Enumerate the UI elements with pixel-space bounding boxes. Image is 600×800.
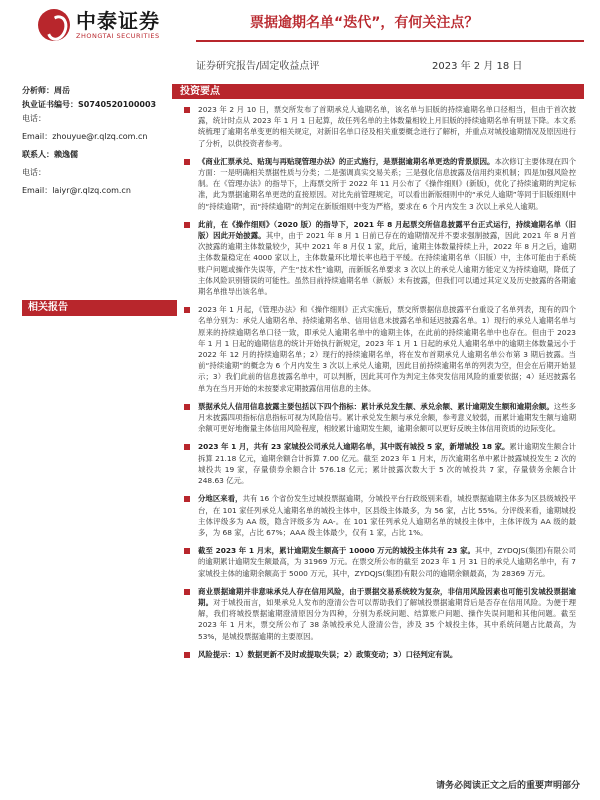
phone-label: 电话： [22,168,46,177]
paragraph: 2023 年 1 月，共有 23 家城投公司承兑人逾期名单，其中既有城投 5 家，新增城投 18 家。累计逾期发生额合计拆算 21.18 亿元，逾期余额合计拆算 7.00 亿元。截至 2023 年 1 月末，历次逾期名单中累计披露城投发生 2 次的城投共 19 家，存量债券余额合计 576.18 亿元；累计披露次数大于 5 次的城投共 7 家，存量债务余额合计 248.63 亿元。 [180,441,576,486]
report-date: 2023 年 2 月 18 日 [432,61,523,72]
paragraph: 《商业汇票承兑、贴现与再贴现管理办法》的正式施行，是票据逾期名单更迭的背景原因。本次修订主要体现在四个方面：一是明确相关票据性质与分类；二是强调真实交易关系；三是强化信息披露及信用约束机制；四是加强风险控制。在《管理办法》的指导下，上海票交所于 2022 年 11 月公布了《操作细则》(新版)，优化了持续逾期的判定标准，此为票据逾期名单更迭的直接原因。对比先前管理规定，可以看出新版细则中的“承兑人逾期”等同于旧版细则中的“持续逾期”，而“持续逾期”的判定在新版细则中变为严格，要求在 6 个月内发生 3 次以上承兑人逾期。 [180,156,576,212]
paragraph: 票据承兑人信用信息披露主要包括以下四个指标：累计承兑发生额、承兑余额、累计逾期发生额和逾期余额。这些多月未披露四项指标信息指标可视为风险信号。累计承兑发生额与承兑余额，参考意义较弱，而累计逾期发生额与逾期余额可更好地衡量主体信用风险程度，相较累计逾期发生额，逾期余额可以更好反映主体信用资质的边际变化。 [180,401,576,435]
paragraph: 截至 2023 年 1 月末，累计逾期发生额高于 10000 万元的城投主体共有 23 家。其中，ZYDQJS(集团)有限公司的逾期累计逾期发生额最高，为 31969 万元。在票交所公布的截至 2023 年 1 月 31 日的承兑人逾期名单中，有 7 家城投主体的逾期余额高于 5000 万元，其中，ZYDQJS(集团)有限公司的逾期余额最高，为 28369 万元。 [180,545,576,579]
analyst-info [22,84,172,198]
title-divider [196,40,584,42]
logo-mark-icon [38,9,70,41]
cert-number: S0740520100003 [78,100,157,109]
key-points [180,104,576,667]
logo-name-en: ZHONGTAI SECURITIES [76,31,160,40]
paragraph: 商业票据逾期并非意味承兑人存在信用风险，由于票据交易系统较为复杂，非信用风险因素也可能引发城投票据逾期。对于城投而言，如果承兑人发布的澄清公告可以帮助我们了解城投票据逾期背后是否存在信用风险。为便于理解，我们将城投票据逾期澄清原因分为四种，分别为系统问题、结算账户问题、操作失误问题和其他问题。截至 2023 年 1 月末，票交所公布了 38 条城投承兑人澄清公告，涉及 35 个城投主体，其中系统问题占比最高，为 53%，是城投票据逾期的主要原因。 [180,586,576,642]
analyst-label: 分析师： [22,86,54,95]
section-header: 投资要点 [172,84,584,99]
email-value[interactable]: laiyr@r.qlzq.com.cn [52,186,131,195]
email-label: Email： [22,186,53,195]
company-logo [38,6,160,44]
footer-disclaimer: 请务必阅读正文之后的重要声明部分 [435,781,580,791]
report-title: 票据逾期名单“迭代”，有何关注点？ [250,15,479,31]
risk-warning: 风险提示：1）数据更新不及时或提取失误；2）政策变动；3）口径判定有误。 [180,649,576,660]
email-label: Email： [22,132,53,141]
email-value[interactable]: zhouyue@r.qlzq.com.cn [52,132,148,141]
report-type: 证券研究报告/固定收益点评 [196,61,320,72]
paragraph: 2023 年 1 月起，《管理办法》和《操作细则》正式实施后，票交所票据信息披露平台重设了名单列表，现有的四个名单分别为：承兑人逾期名单、持续逾期名单、信用信息未披露名单和延迟披露名单。1）现行的承兑人逾期名单与原来的持续逾期名单口径一致，即承兑人逾期名单中的逾期主体，在此前的持续逾期名单中也存在。但由于 2023 年 1 月 1 日起的逾期信息的统计开始执行新规定，2023 年 1 月 1 日起的承兑人逾期名单中的逾期主体数量远小于 2022 年 12 月的持续逾期名单；2）现行的持续逾期名单，将在发布首期承兑人逾期名单公布第 3 期后披露。当前“持续逾期”的概念为 6 个月内发生 3 次以上承兑人逾期，因此目前持续逾期名单的列表为空，但会在后期开始显示；3）我们此前的信息披露名单中，可以判断，因此其可作为判定主体突发信用风险的重要依据；4）延迟披露名单为在当月开始的未按要求定期披露信用信息的主体。 [180,304,576,394]
contact-label: 联系人： [22,150,54,159]
contact-name: 赖逸儒 [54,150,78,159]
paragraph: 此前，在《操作细则》（2020 版）的指导下，2021 年 8 月起票交所信息披露平台正式运行，持续逾期名单（旧版）因此开始披露。其中，由于 2021 年 8 月 1 日前已存在的逾期情况并不要求强制披露，因此 2021 年 8 月首次披露的逾期主体数量较少，其中 2021 年 8 月仅 1 家，此后，逾期主体数量持续上升，2022 年 8 月之后，逾期主体数量稳定在 4000 家以上，主体数量环比增长率也趋于平缓。在持续逾期名单（旧版）中，主体可能由于系统账户问题或操作失误等，产生“技术性”逾期，而新版名单要求 3 次以上的承兑人逾期方能定义为持续逾期，降低了主体风险识别错误的可能性。虽然目前持续逾期名单（新版）未有披露，但我们可以通过其定义及历史披露的各期逾期名单推导出该名单。 [180,219,576,297]
cert-label: 执业证书编号： [22,100,78,109]
logo-name: 中泰证券 [76,8,160,33]
paragraph: 分地区来看，共有 16 个省份发生过城投票据逾期，分城投平台行政级别来看，城投票据逾期主体多为区县级城投平台，在 101 家任列承兑人逾期名单的城投主体中，区县级主体最多，为 56 家，占比 55%。分评级来看，逾期城投主体评级多为 AA 级，隐含评级多为 AA-。在 101 家任列承兑人逾期名单的城投主体中，主体评级为 AA 级的最多，为 68 家，占比 67%；AAA 级主体最少，仅有 1 家，占比 1%。 [180,493,576,538]
paragraph: 2023 年 2 月 10 日，票交所发布了首期承兑人逾期名单，该名单与旧版的持续逾期名单口径相当，但由于首次披露，统计时点从 2023 年 1 月 1 日起算，故任列名单的主体数量相较上月旧版的持续逾期名单有明显下降。本文系统梳理了逾期名单变更的相关规定，对新旧名单口径及相关重要概念进行了解析，并重点对城投逾期情况及原因进行了分析，以供投资者参考。 [180,104,576,149]
phone-label: 电话： [22,114,46,123]
analyst-name: 周岳 [54,86,70,95]
related-reports-header: 相关报告 [22,300,177,316]
